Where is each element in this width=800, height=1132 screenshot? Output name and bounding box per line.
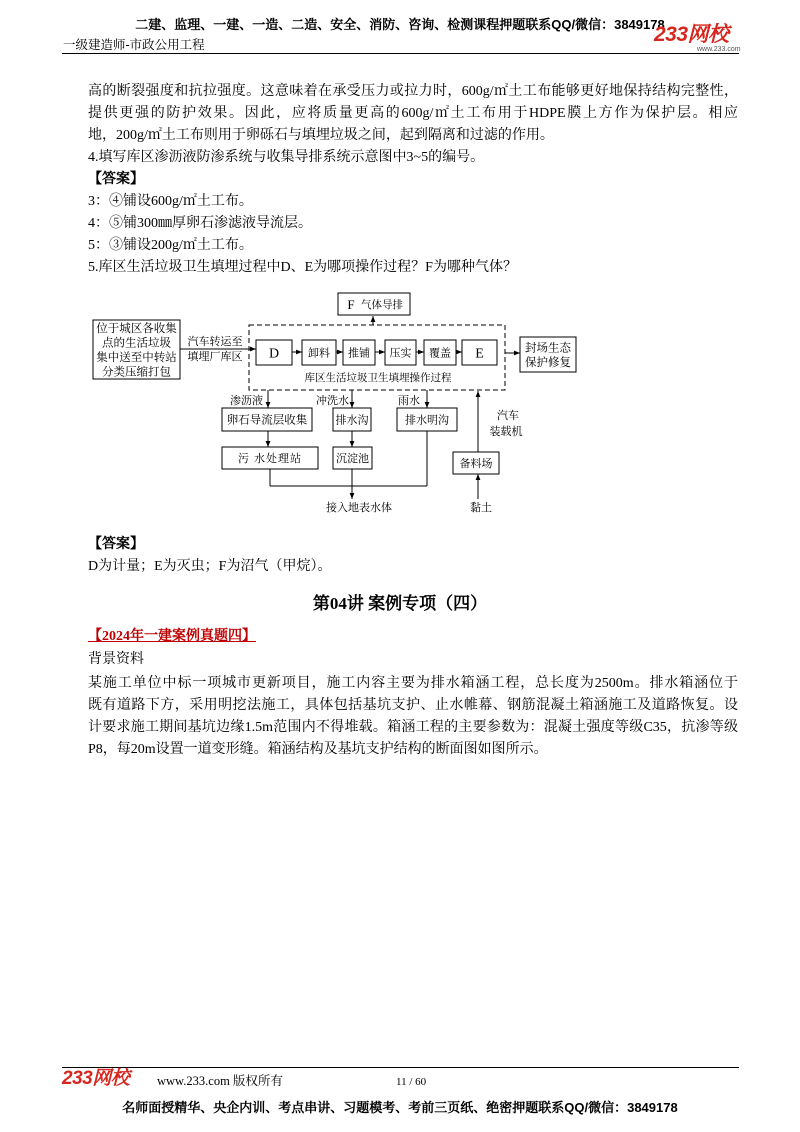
text-line: 既有道路下方，采用明挖法施工，具体包括基坑支护、止水帷幕、钢筋混凝土箱涵施工及道路恢复。设 [88, 698, 738, 713]
source-text-line: 集中送至中转站 [96, 352, 177, 364]
question-5: 5.库区生活垃圾卫生填埋过程中D、E为哪项操作过程？F为哪种气体？ [88, 260, 517, 275]
step-label-unload: 卸料 [308, 347, 330, 360]
equipment-label: 汽车 [497, 410, 519, 422]
background-label: 背景资料 [88, 652, 144, 667]
source-text-line: 点的生活垃圾 [102, 337, 171, 350]
step-label-compact: 压实 [389, 347, 412, 360]
rainwater-label: 雨水 [398, 395, 420, 407]
process-caption: 库区生活垃圾卫生填埋操作过程 [304, 372, 452, 384]
step-label-d: D [268, 346, 280, 362]
answer-continuation-block [88, 81, 748, 279]
source-text-line: 位于城区各收集 [96, 323, 177, 335]
clay-label: 黏土 [470, 502, 492, 514]
lecture-title: 第04讲 案例专项（四） [312, 594, 488, 613]
text-line: 某施工单位中标一项城市更新项目，施工内容主要为排水箱涵工程，总长度为2500m。排水箱涵位于 [88, 676, 738, 691]
gas-drainage-letter: F [347, 297, 355, 312]
stockpile-label: 备料场 [459, 458, 493, 470]
text-line: P8，每20m设置一道变形缝。箱涵结构及基坑支护结构的断面图如图所示。 [88, 742, 548, 757]
header-divider [62, 53, 739, 54]
answer-label: 【答案】 [88, 172, 144, 187]
answer-label: 【答案】 [88, 537, 144, 552]
gravel-collection-label: 卵石导流层收集 [226, 414, 308, 427]
background-label-block [88, 649, 748, 671]
sewage-plant-label: 污 水处理站 [237, 453, 303, 465]
closure-text-line: 保护修复 [525, 357, 571, 369]
step-label-e: E [475, 346, 484, 362]
step-label-spread: 推铺 [348, 347, 370, 360]
washwater-label: 冲洗水 [316, 395, 349, 407]
gas-drainage-label: 气体导排 [361, 299, 403, 311]
answer-item: 5：③铺设200g/㎡土工布。 [88, 238, 253, 253]
header-logo: 233网校 [654, 23, 729, 46]
equipment-label: 装载机 [489, 426, 523, 438]
transfer-label: 汽车转运至 [187, 336, 243, 348]
leachate-label: 渗沥液 [230, 395, 263, 407]
answer-item: 4：⑤铺300㎜厚卵石渗滤液导流层。 [88, 216, 312, 231]
closure-text-line: 封场生态 [525, 342, 571, 355]
header-logo-url: www.233.com [697, 46, 741, 53]
case-title: 【2024年一建案例真题四】 [88, 629, 256, 644]
discharge-label: 接入地表水体 [326, 502, 392, 514]
background-paragraph [88, 673, 748, 761]
landfill-process-diagram [0, 285, 800, 520]
drain-ditch-label: 排水沟 [335, 414, 369, 427]
header-promo-text: 二建、监理、一建、一造、二造、安全、消防、咨询、检测课程押题联系QQ/微信：3849178 [135, 17, 665, 32]
question-4: 4.填写库区渗沥液防渗系统与收集导排系统示意图中3~5的编号。 [88, 150, 485, 165]
step-label-cover: 覆盖 [429, 347, 451, 360]
text-line: 地，200g/㎡土工布则用于卵砾石与填埋垃圾之间，起到隔离和过滤的作用。 [88, 128, 554, 143]
header-subject: 一级建造师-市政公用工程 [63, 38, 205, 52]
page-number: 11 / 60 [396, 1076, 427, 1088]
transfer-label: 填埋厂库区 [187, 351, 243, 363]
text-line: 高的断裂强度和抗拉强度。这意味着在承受压力或拉力时，600g/㎡土工布能够更好地保持结构完整性， [88, 84, 738, 99]
settling-tank-label: 沉淀池 [336, 453, 369, 465]
footer-copyright: www.233.com 版权所有 [157, 1074, 283, 1088]
footer-logo: 233网校 [62, 1068, 130, 1089]
open-drain-label: 排水明沟 [405, 414, 449, 427]
diagram-labels [96, 297, 571, 514]
answer-text: D为计量；E为灭虫；F为沼气（甲烷）。 [88, 559, 332, 574]
text-line: 计要求施工期间基坑边缘1.5m范围内不得堆载。箱涵工程的主要参数为：混凝土强度等级C35，抗渗等级 [88, 720, 738, 735]
footer-divider [62, 1067, 739, 1068]
answer-block [88, 534, 748, 578]
answer-item: 3：④铺设600g/㎡土工布。 [88, 194, 253, 209]
text-line: 提供更强的防护效果。因此，应将质量更高的600g/㎡土工布用于HDPE膜上方作为保护层。相应 [88, 106, 738, 121]
source-text-line: 分类压缩打包 [102, 366, 171, 379]
footer-promo-text: 名师面授精华、央企内训、考点串讲、习题模考、考前三页纸、绝密押题联系QQ/微信：3849178 [122, 1100, 678, 1115]
